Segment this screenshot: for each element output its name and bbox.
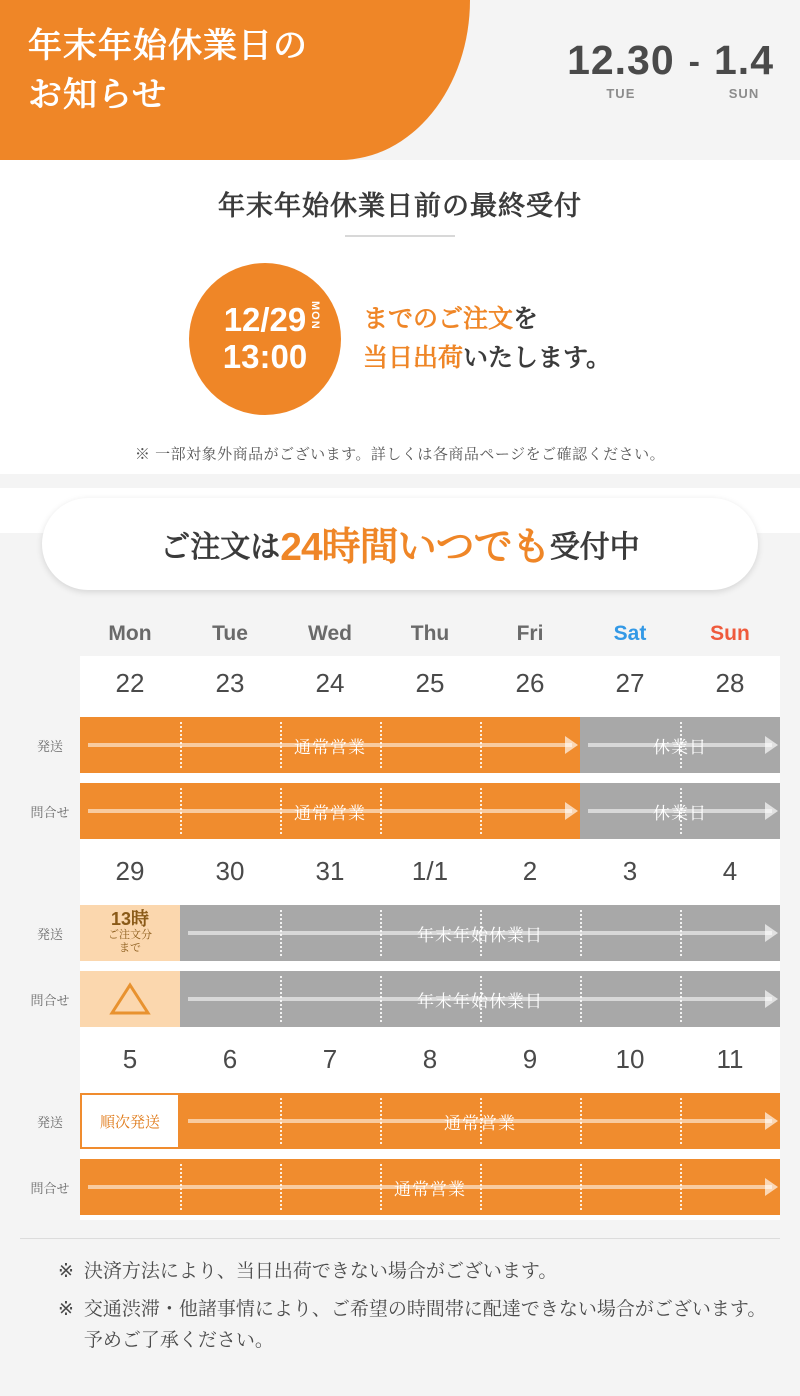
inquiry-row xyxy=(20,778,780,844)
bar-label: 通常営業 xyxy=(444,1113,516,1133)
footer-note xyxy=(20,1295,780,1356)
bar-label: 年末年始休業日 xyxy=(417,991,543,1011)
day-divider xyxy=(180,1164,182,1210)
day-number: 6 xyxy=(222,1044,238,1074)
day-divider xyxy=(280,910,282,956)
order-banner-wrap xyxy=(0,488,800,600)
day-divider xyxy=(380,976,382,1022)
shipping-row-label: 発送 xyxy=(20,900,80,966)
footer-note-marker: ※ xyxy=(58,1299,74,1321)
deadline-text-hl-1: までのご注文 xyxy=(362,305,513,334)
deadline-text: までのご注文を 当日出荷いたします。 xyxy=(362,305,612,372)
weekday-thu: Thu xyxy=(410,622,450,645)
day-divider xyxy=(480,1164,482,1210)
open-bar xyxy=(80,717,580,773)
open-bar xyxy=(80,783,580,839)
day-number: 11 xyxy=(716,1044,744,1074)
page-title-line: お知らせ xyxy=(28,76,167,115)
day-divider xyxy=(280,976,282,1022)
deadline-time: 13:00 xyxy=(222,338,308,376)
day-number: 23 xyxy=(215,668,245,698)
weekday-mon: Mon xyxy=(108,622,152,645)
day-number: 3 xyxy=(622,856,638,886)
day-divider xyxy=(680,910,682,956)
bar-label: 休業日 xyxy=(653,803,707,823)
bar-arrow-head xyxy=(765,802,778,820)
calendar-row-spacer xyxy=(20,844,80,900)
header-date-range xyxy=(567,37,774,101)
calendar-row-spacer xyxy=(20,1032,80,1088)
bar-label: 年末年始休業日 xyxy=(417,925,543,945)
page-title xyxy=(28,22,448,121)
banner-post: 受付中 xyxy=(549,531,640,564)
banner-big: 24時間いつでも xyxy=(280,526,550,569)
deadline-cell-sub2: まで xyxy=(119,942,141,955)
order-banner xyxy=(42,498,758,590)
calendar-day-numbers xyxy=(20,1032,780,1088)
weekday-sat: Sat xyxy=(613,622,647,645)
deadline-cell-time: 13時 xyxy=(110,908,150,929)
bar-arrow-head xyxy=(765,736,778,754)
section-title: 年末年始休業日前の最終受付 xyxy=(218,191,582,221)
calendar-weekday-header xyxy=(20,614,780,656)
page-title-line: 年末年始休業日の xyxy=(28,27,308,65)
schedule-calendar xyxy=(0,600,800,1220)
day-divider xyxy=(580,1164,582,1210)
day-number: 4 xyxy=(722,856,738,886)
closed-bar xyxy=(580,783,780,839)
calendar-day-numbers xyxy=(20,844,780,900)
shipping-row-label: 発送 xyxy=(20,1088,80,1154)
closed-bar xyxy=(180,905,780,961)
day-number: 22 xyxy=(115,668,145,698)
day-number: 31 xyxy=(315,856,345,886)
calendar-row-spacer xyxy=(20,656,80,712)
day-number: 5 xyxy=(122,1044,138,1074)
final-acceptance-section xyxy=(0,160,800,474)
day-number: 30 xyxy=(215,856,245,886)
shipping-row xyxy=(20,712,780,778)
bar-label: 通常営業 xyxy=(294,803,366,823)
sequential-shipping-cell: 順次発送 xyxy=(80,1093,180,1149)
day-divider xyxy=(280,788,282,834)
inquiry-row-label: 問合せ xyxy=(20,778,80,844)
day-divider xyxy=(280,1164,282,1210)
day-divider xyxy=(580,976,582,1022)
date-end-block xyxy=(714,37,774,101)
weekday-fri: Fri xyxy=(516,622,544,645)
day-number: 28 xyxy=(715,668,745,698)
deadline-text-tail: いたします。 xyxy=(463,344,612,372)
weekday-wed: Wed xyxy=(308,622,352,645)
day-number: 25 xyxy=(415,668,445,698)
deadline-circle xyxy=(189,263,341,415)
bar-label: 通常営業 xyxy=(294,737,366,757)
date-range-dash: - xyxy=(688,43,700,81)
inquiry-row xyxy=(20,1154,780,1220)
date-end-dow: SUN xyxy=(728,86,760,101)
day-number: 1/1 xyxy=(411,856,449,886)
bar-arrow-head xyxy=(565,736,578,754)
footer-note-marker: ※ xyxy=(58,1261,74,1282)
day-number: 2 xyxy=(522,856,538,886)
deadline-cell xyxy=(80,905,180,961)
date-start-block xyxy=(567,37,675,101)
calendar-day-numbers xyxy=(20,656,780,712)
day-number: 27 xyxy=(615,668,645,698)
shipping-row-label: 発送 xyxy=(20,712,80,778)
day-divider xyxy=(680,1164,682,1210)
day-number: 9 xyxy=(522,1044,538,1074)
open-bar xyxy=(80,1159,780,1215)
open-bar xyxy=(180,1093,780,1149)
day-divider xyxy=(480,1098,482,1144)
day-divider xyxy=(380,722,382,768)
day-divider xyxy=(380,1098,382,1144)
inquiry-row-label: 問合せ xyxy=(20,1154,80,1220)
closed-bar xyxy=(180,971,780,1027)
title-underline xyxy=(345,235,455,237)
footer-notes xyxy=(20,1238,780,1356)
page-header xyxy=(0,0,800,160)
day-divider xyxy=(480,910,482,956)
calendar-corner-spacer xyxy=(20,614,80,656)
day-divider xyxy=(380,1164,382,1210)
footer-note-text: 交通渋滞・他諸事情により、ご希望の時間帯に配達できない場合がございます。予めご了承ください。 xyxy=(83,1299,767,1351)
day-divider xyxy=(680,722,682,768)
day-divider xyxy=(180,722,182,768)
day-divider xyxy=(280,1098,282,1144)
day-divider xyxy=(180,788,182,834)
bar-arrow-head xyxy=(765,924,778,942)
day-divider xyxy=(580,1098,582,1144)
date-end: 1.4 xyxy=(714,37,774,83)
day-divider xyxy=(680,788,682,834)
day-divider xyxy=(280,722,282,768)
bar-arrow-head xyxy=(565,802,578,820)
shipping-row xyxy=(20,1088,780,1154)
day-divider xyxy=(480,722,482,768)
shipping-row xyxy=(20,900,780,966)
deadline-cell-sub1: ご注文分 xyxy=(108,928,152,941)
partial-availability-cell xyxy=(80,971,180,1027)
day-divider xyxy=(680,976,682,1022)
bar-label: 通常営業 xyxy=(394,1179,466,1199)
deadline-date: 12/29 xyxy=(223,300,307,338)
weekday-tue: Tue xyxy=(212,622,248,645)
deadline-dow: MON xyxy=(308,301,321,330)
exception-note: ※ 一部対象外商品がございます。詳しくは各商品ページをご確認ください。 xyxy=(134,446,666,463)
date-start: 12.30 xyxy=(567,37,675,83)
day-divider xyxy=(680,1098,682,1144)
weekday-sun: Sun xyxy=(710,622,750,645)
bar-arrow-head xyxy=(765,1112,778,1130)
date-start-dow: TUE xyxy=(606,86,636,101)
day-number: 26 xyxy=(515,668,545,698)
day-divider xyxy=(580,910,582,956)
day-divider xyxy=(480,976,482,1022)
inquiry-row-label: 問合せ xyxy=(20,966,80,1032)
footer-note-text: 決済方法により、当日出荷できない場合がございます。 xyxy=(83,1261,558,1282)
inquiry-row xyxy=(20,966,780,1032)
deadline-text-hl-2: 当日出荷 xyxy=(362,344,463,372)
day-divider xyxy=(480,788,482,834)
closed-bar xyxy=(580,717,780,773)
bar-arrow-head xyxy=(765,1178,778,1196)
calendar-grid xyxy=(20,614,780,1220)
day-number: 24 xyxy=(315,668,345,698)
bar-label: 休業日 xyxy=(653,737,707,757)
banner-pre: ご注文は xyxy=(160,531,281,564)
day-number: 10 xyxy=(615,1044,645,1074)
day-divider xyxy=(380,910,382,956)
day-number: 7 xyxy=(322,1044,338,1074)
bar-arrow-head xyxy=(765,990,778,1008)
deadline-row xyxy=(0,263,800,415)
day-number: 8 xyxy=(422,1044,438,1074)
triangle-icon xyxy=(109,982,151,1016)
footer-note xyxy=(20,1257,780,1287)
day-divider xyxy=(380,788,382,834)
day-number: 29 xyxy=(115,856,145,886)
